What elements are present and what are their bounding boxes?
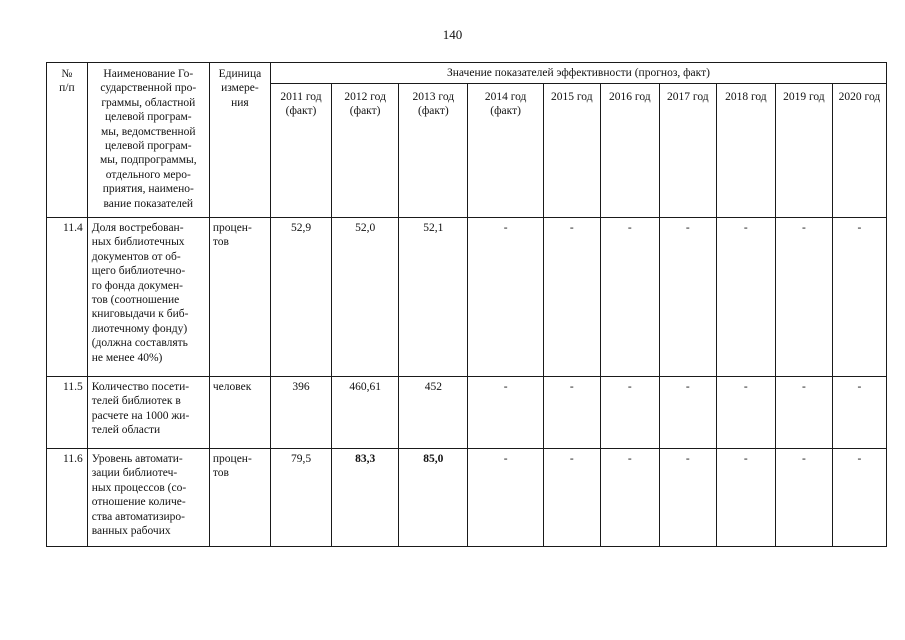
name-line: телей библиотек в (91, 395, 181, 408)
name-line: ванных рабочих (91, 525, 171, 538)
unit-line: процен- (212, 222, 252, 234)
name-line: ных библиотечных (91, 236, 185, 249)
header-year-2013 (399, 84, 468, 218)
value-2013: 85,0 (399, 449, 468, 547)
value-2013: 52,1 (399, 218, 468, 377)
year-label: 2015 год (550, 91, 593, 103)
header-year-2011 (270, 84, 331, 218)
header-year-2012 (332, 84, 399, 218)
year-label: 2016 год (609, 91, 651, 103)
value-2018: - (716, 449, 775, 547)
value-2020: - (832, 449, 886, 547)
value-2018: - (716, 377, 775, 449)
name-line: телей области (91, 424, 161, 437)
header-name-line: вание показателей (103, 197, 194, 210)
page-number: 140 (442, 27, 463, 42)
unit-line: человек (212, 381, 252, 393)
year-note: (факт) (285, 105, 317, 118)
indicator-table (46, 62, 887, 547)
row-unit (209, 377, 270, 449)
row-number: 11.6 (47, 449, 88, 547)
year-label: 2020 год (838, 91, 881, 103)
year-note: (факт) (418, 105, 449, 118)
header-name-line: мы, подпрограммы, (100, 154, 197, 167)
value-2017: - (659, 449, 716, 547)
row-indicator-name (87, 449, 209, 547)
name-line: лиотечному фонду) (91, 322, 188, 335)
name-line: ства автоматизиро- (91, 510, 185, 523)
header-year-2016 (600, 84, 659, 218)
year-note: (факт) (349, 105, 381, 118)
name-line: Доля востребован- (91, 222, 184, 234)
name-line: отношение количе- (91, 496, 186, 509)
value-2018: - (716, 218, 775, 377)
table-row (47, 218, 887, 377)
row-indicator-name (87, 377, 209, 449)
value-2014: - (468, 218, 543, 377)
header-values-title: Значение показателей эффективности (прогноз, факт) (270, 63, 886, 84)
row-number: 11.5 (47, 377, 88, 449)
year-label: 2019 год (783, 91, 825, 103)
value-2015: - (543, 377, 600, 449)
name-line: ных процессов (со- (91, 481, 187, 494)
header-number-line: № (61, 68, 73, 80)
name-line: щего библиотечно- (91, 265, 186, 278)
value-2019: - (775, 377, 832, 449)
header-unit-line: ния (231, 96, 249, 109)
value-2014: - (468, 377, 543, 449)
value-2015: - (543, 449, 600, 547)
name-line: не менее 40%) (91, 351, 163, 364)
table-row (47, 377, 887, 449)
value-2017: - (659, 218, 716, 377)
name-line: Количество посети- (91, 381, 190, 393)
header-name-line: целевой програм- (105, 111, 192, 124)
header-name-line: приятия, наимено- (102, 183, 194, 196)
name-line: го фонда докумен- (91, 279, 183, 292)
value-2011: 52,9 (270, 218, 331, 377)
table-row (47, 449, 887, 547)
value-2020: - (832, 377, 886, 449)
header-unit-line: Единица (218, 68, 262, 80)
name-line: книговыдачи к биб- (91, 308, 189, 321)
value-2019: - (775, 218, 832, 377)
value-2015: - (543, 218, 600, 377)
value-2017: - (659, 377, 716, 449)
header-name-line: сударственной про- (100, 82, 197, 95)
unit-line: тов (212, 236, 229, 249)
header-year-2015 (543, 84, 600, 218)
value-2012: 460,61 (332, 377, 399, 449)
year-label: 2012 год (344, 91, 386, 103)
year-label: 2018 год (725, 91, 767, 103)
header-year-2020 (832, 84, 886, 218)
header-unit (209, 63, 270, 218)
header-name-line: граммы, областной (101, 96, 196, 109)
value-2013: 452 (399, 377, 468, 449)
value-2011: 79,5 (270, 449, 331, 547)
unit-line: процен- (212, 453, 252, 465)
header-name-line: отдельного меро- (105, 168, 191, 181)
year-label: 2017 год (667, 91, 709, 103)
header-indicator-name (87, 63, 209, 218)
header-unit-line: измере- (221, 82, 259, 95)
year-label: 2013 год (412, 91, 455, 103)
value-2012: 83,3 (332, 449, 399, 547)
row-number: 11.4 (47, 218, 88, 377)
row-unit (209, 218, 270, 377)
value-2012: 52,0 (332, 218, 399, 377)
year-note: (факт) (490, 105, 521, 118)
name-line: расчете на 1000 жи- (91, 409, 190, 422)
header-year-2014 (468, 84, 543, 218)
year-label: 2011 год (280, 91, 322, 103)
header-number-line: п/п (59, 82, 75, 95)
value-2016: - (600, 218, 659, 377)
name-line: тов (соотношение (91, 294, 180, 307)
name-line: (должна составлять (91, 337, 188, 350)
header-name-line: мы, ведомственной (101, 125, 196, 138)
year-label: 2014 год (484, 91, 527, 103)
table-header-row (47, 63, 887, 84)
header-name-line: Наименование Го- (103, 68, 194, 80)
header-year-2017 (659, 84, 716, 218)
value-2020: - (832, 218, 886, 377)
row-unit (209, 449, 270, 547)
value-2016: - (600, 449, 659, 547)
value-2014: - (468, 449, 543, 547)
header-year-2018 (716, 84, 775, 218)
header-year-2019 (775, 84, 832, 218)
name-line: документов от об- (91, 250, 181, 263)
value-2016: - (600, 377, 659, 449)
value-2019: - (775, 449, 832, 547)
header-name-line: целевой програм- (105, 140, 192, 153)
header-number (47, 63, 88, 218)
unit-line: тов (212, 467, 229, 480)
value-2011: 396 (270, 377, 331, 449)
row-indicator-name (87, 218, 209, 377)
name-line: Уровень автомати- (91, 453, 183, 465)
name-line: зации библиотеч- (91, 467, 178, 480)
